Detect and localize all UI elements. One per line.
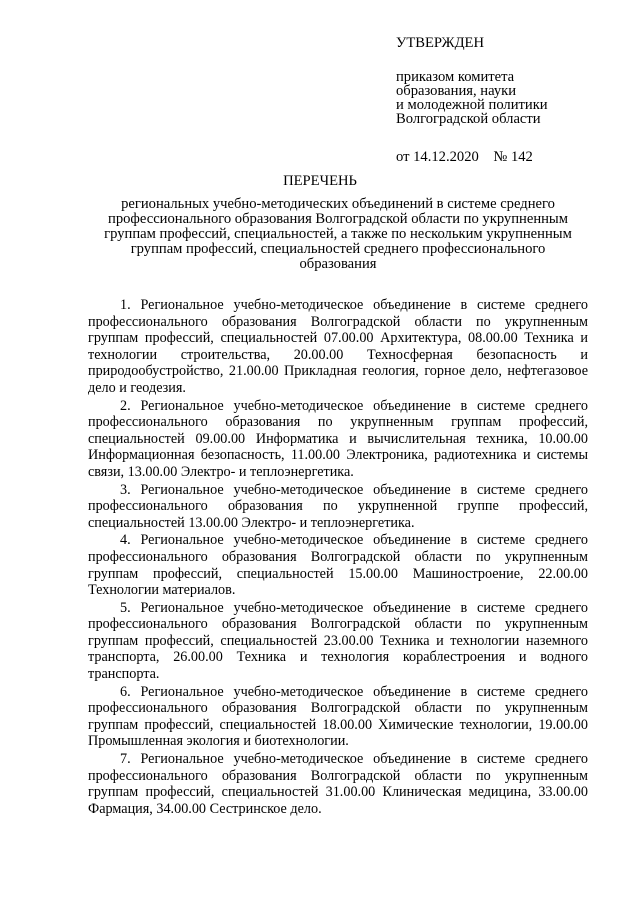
approval-heading: УТВЕРЖДЕН [396,35,484,51]
document-title: ПЕРЕЧЕНЬ [283,173,357,189]
list-item: 4. Региональное учебно-методическое объединение в системе среднего профессионального образования Волгоградской области по укрупненным группам профессий, специальностей 15.00.00 Машиностроение, 22.00.00 Технологии материалов. [88,532,588,599]
approval-order [396,70,616,126]
subtitle-line: региональных учебно-методических объединений в системе среднего [121,196,555,212]
approval-order-line: Волгоградской области [396,111,541,127]
list-item: 6. Региональное учебно-методическое объединение в системе среднего профессионального образования Волгоградской области по укрупненным группам профессий, специальностей 18.00.00 Химические технологии, 19.00.00 Промышленная экология и биотехнологии. [88,683,588,750]
subtitle-line: группам профессий, специальностей, а также по нескольким укрупненным [104,226,572,242]
approval-order-line: и молодежной политики [396,97,548,113]
subtitle-line: образования [299,256,377,272]
approval-order-line: приказом комитета [396,69,515,85]
approval-order-line: образования, науки [396,83,517,99]
list-item: 3. Региональное учебно-методическое объединение в системе среднего профессионального образования по укрупненной группе профессий, специальностей 13.00.00 Электро- и теплоэнергетика. [88,481,588,531]
approval-block [396,34,616,166]
list-item: 2. Региональное учебно-методическое объединение в системе среднего профессионального образования по укрупненным группам профессий, специальностей 09.00.00 Информатика и вычислительная техника, 10.00.00 Информационная безопасность, 11.00.00 Электроника, радиотехника и системы связи, 13.00.00 Электро- и теплоэнергетика. [88,397,588,480]
subtitle-line: профессионального образования Волгоградской области по укрупненным [108,211,568,227]
approval-date-number: от 14.12.2020 № 142 [396,149,533,165]
items-list [88,297,588,818]
list-item: 7. Региональное учебно-методическое объединение в системе среднего профессионального образования Волгоградской области по укрупненным группам профессий, специальностей 31.00.00 Клиническая медицина, 33.00.00 Фармация, 34.00.00 Сестринское дело. [88,751,588,817]
list-item: 5. Региональное учебно-методическое объединение в системе среднего профессионального образования Волгоградской области по укрупненным группам профессий, специальностей 23.00.00 Техника и технологии наземного транспорта, 26.00.00 Техника и технология кораблестроения и водного транспорта. [88,599,588,683]
subtitle-line: группам профессий, специальностей среднего профессионального [130,241,546,257]
document-subtitle [88,197,588,272]
list-item: 1. Региональное учебно-методическое объединение в системе среднего профессионального образования Волгоградской области по укрупненным группам профессий, специальностей 07.00.00 Архитектура, 08.00.00 Техника и технологии строительства, 20.00.00 Техносферная безопасность и природообустройство, 21.00.00 Прикладная геология, горное дело, нефтегазовое дело и геодезия. [88,297,588,396]
